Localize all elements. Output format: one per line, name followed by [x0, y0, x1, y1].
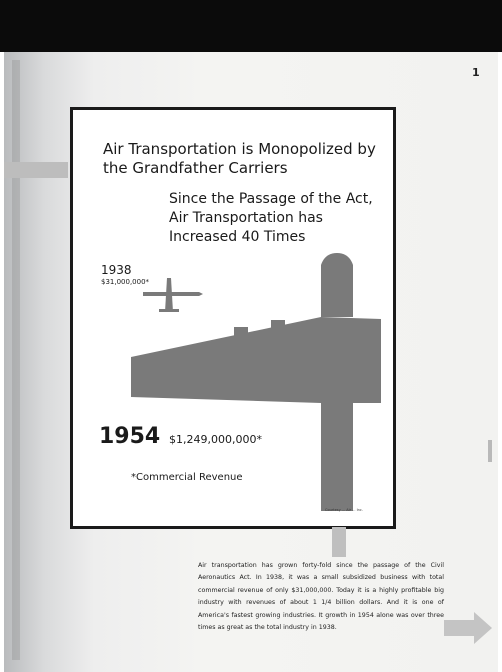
- right-arrow-icon: [444, 612, 492, 644]
- revenue-1954-label: $1,249,000,000*: [169, 433, 262, 446]
- poster-courtesy-credit: Courtesy ... Air ... Inc.: [325, 508, 363, 512]
- left-tab-marker: [4, 162, 68, 178]
- revenue-1938-label: $31,000,000*: [101, 278, 150, 286]
- poster-panel: [70, 107, 396, 529]
- poster-subhead: Since the Passage of the Act, Air Transportation has Increased 40 Times: [169, 191, 373, 245]
- top-scan-band: [0, 0, 502, 52]
- year-1954-label: 1954: [99, 424, 161, 449]
- caption-paragraph: Air transportation has grown forty-fold since the passage of the Civil Aeronautics Act. In 1938, it was a small subsidized business with total commercial revenue of only $31,000,000. Today it is a highly profitable big industry with revenues of about 1 1/4 billion dollars. And it is one of America's fastest growing industries. It growth in 1954 alone was over three times as great as the total industry in 1938.: [198, 562, 444, 632]
- poster-footnote: *Commercial Revenue: [131, 472, 243, 483]
- spine-shadow: [12, 60, 20, 660]
- edge-tick-marker: [488, 440, 492, 462]
- caption-connector-marker: [332, 527, 346, 557]
- page-number: 1: [472, 66, 480, 79]
- poster-headline: Air Transportation is Monopolized by the Grandfather Carriers: [103, 140, 376, 177]
- year-1938-label: 1938: [101, 263, 132, 277]
